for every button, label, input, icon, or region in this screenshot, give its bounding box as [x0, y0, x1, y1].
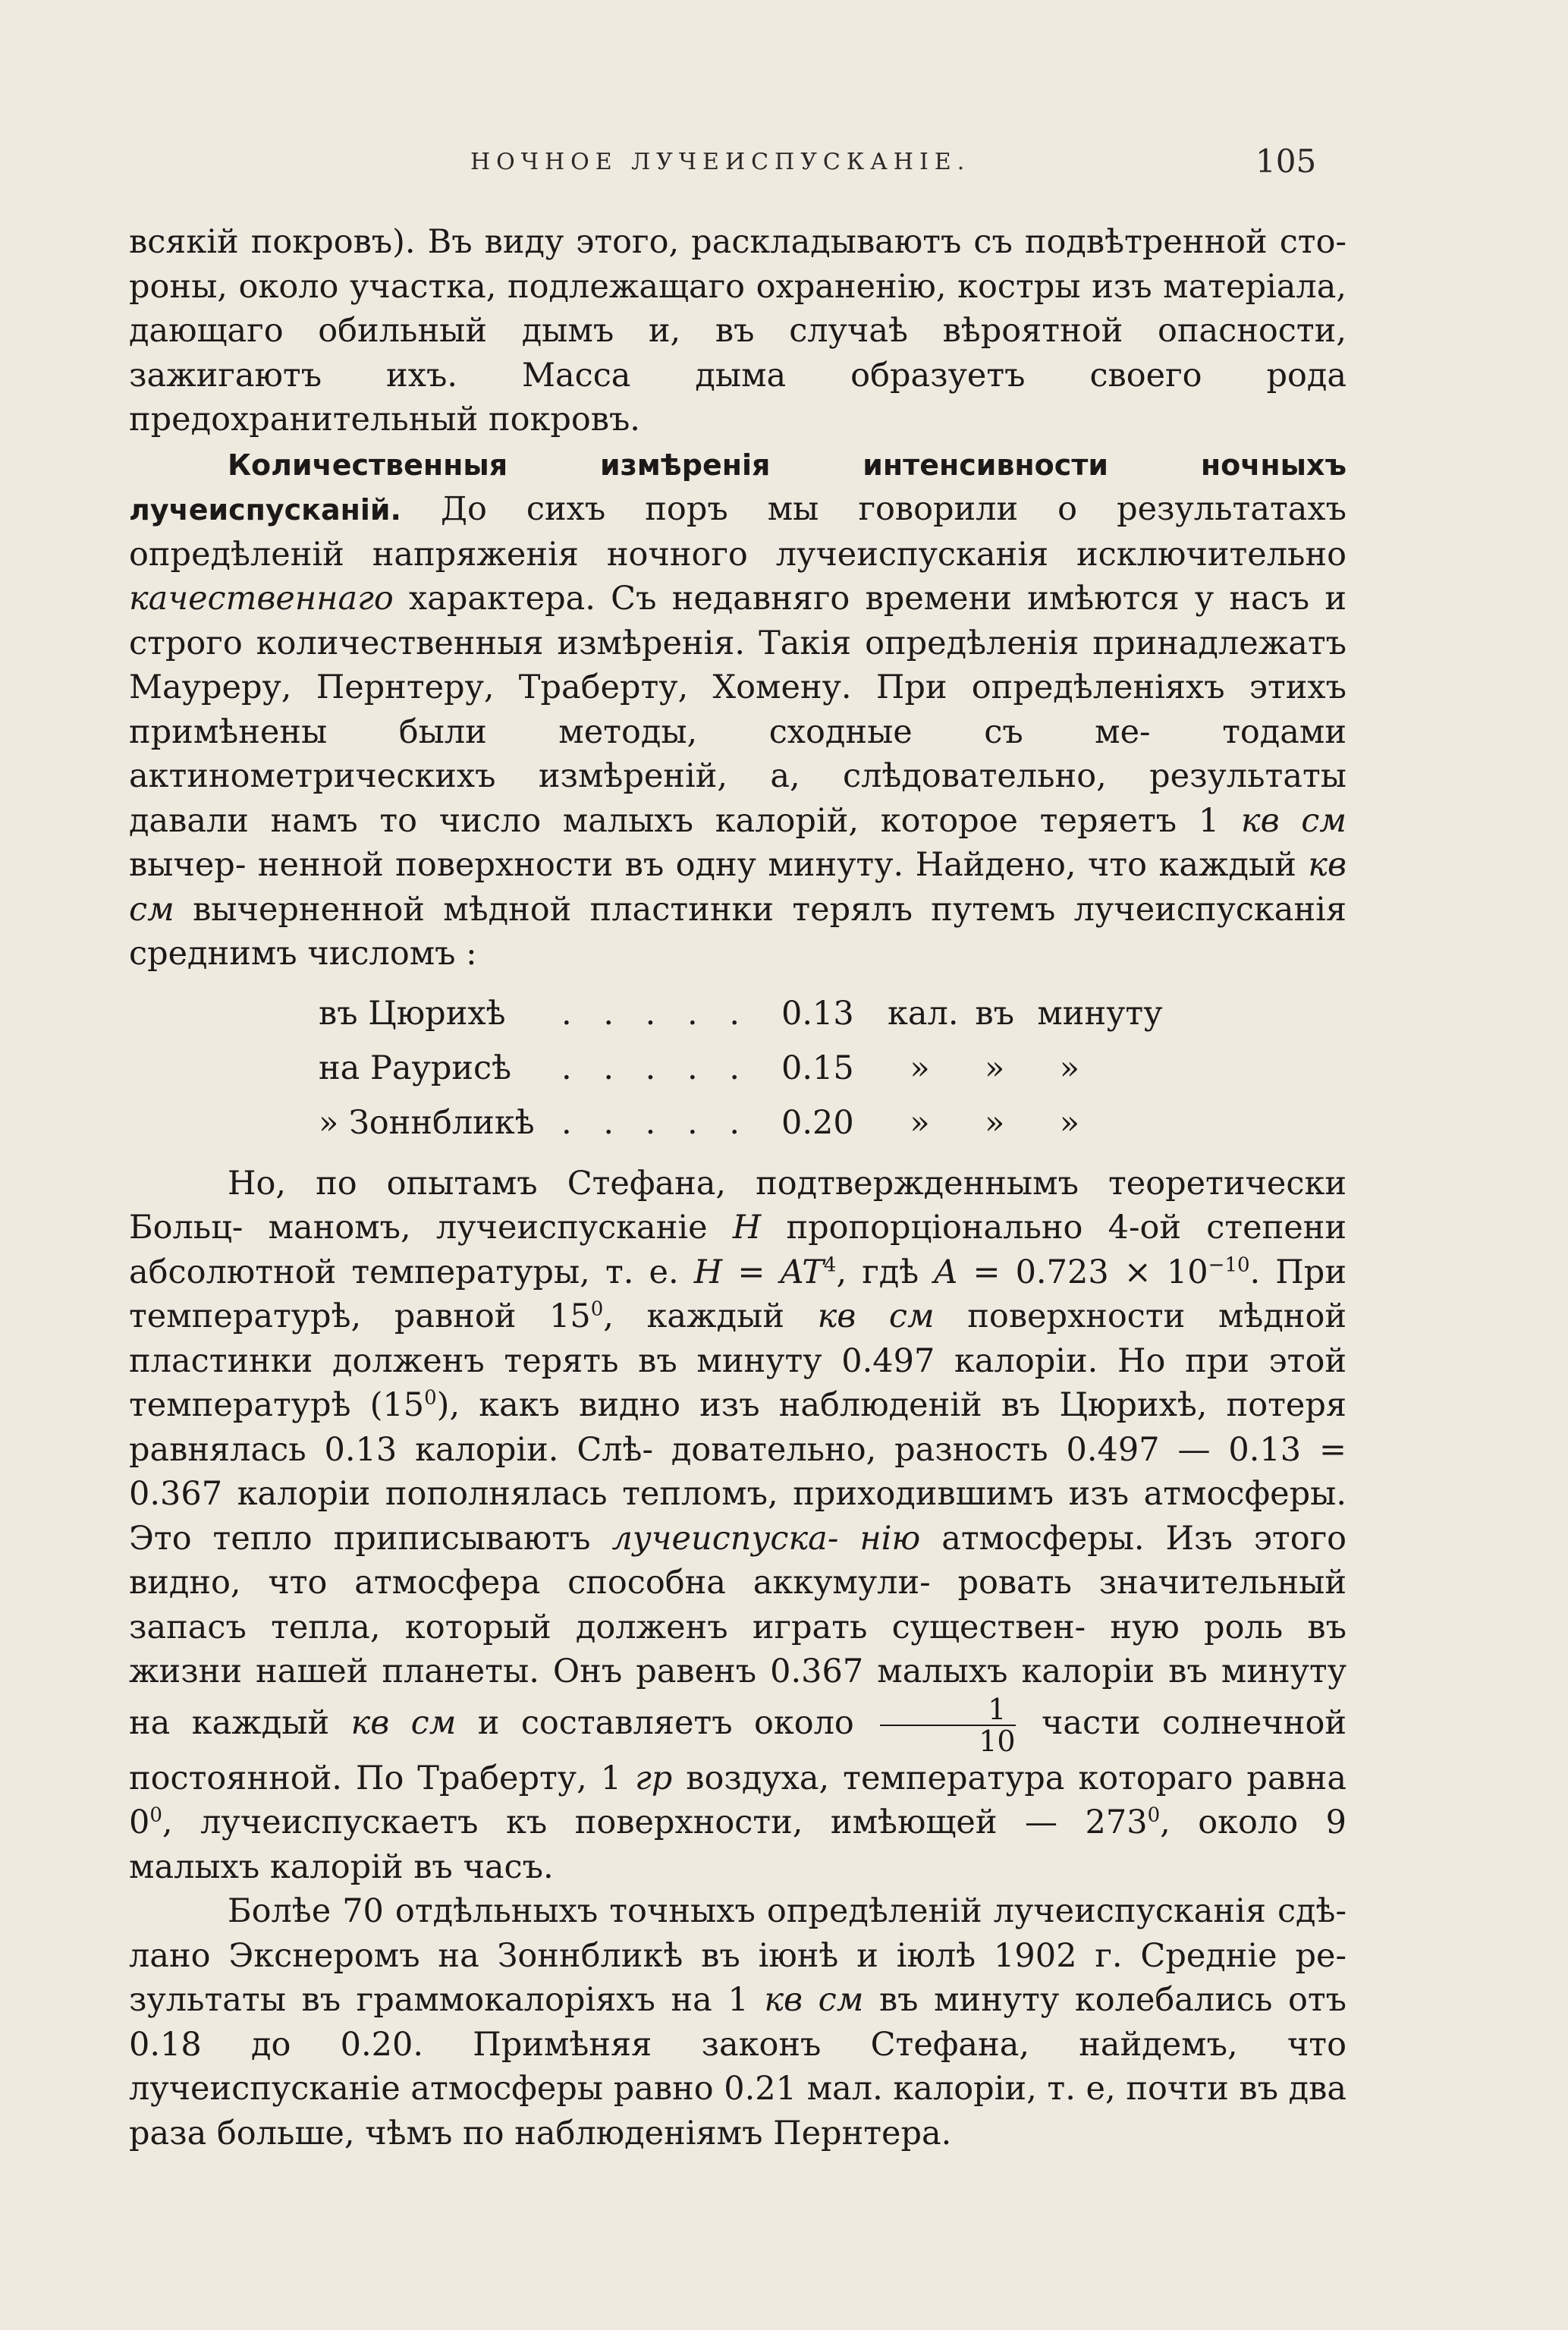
emphasis: качественнаго [129, 580, 394, 618]
text-line: терять въ минуту 0.497 калоріи. Но при этой температурѣ (15 [129, 1341, 1347, 1424]
text-line: пропорціонально 4-ой степени абсолютной [129, 1209, 1347, 1291]
paragraph-4 [129, 1889, 1346, 2155]
text-line: Такія опредѣленія принадлежатъ Мауреру, Пернтеру, Траберту, Хомену. [129, 624, 1347, 706]
text-line: недавняго времени имѣются у насъ и строго количественныя измѣренія. [129, 580, 1346, 662]
text-line: лано Экснеромъ на Зоннбликѣ въ іюнѣ и іюлѣ 1902 г. Средніе ре- [129, 1936, 1346, 1975]
paragraph-2 [129, 442, 1346, 976]
text-line: характера. Съ [393, 580, 657, 618]
text-line: . При температурѣ, [129, 1253, 1346, 1335]
text-line: До сихъ поръ мы говорили о результатахъ опредѣленій напряженія [129, 490, 1346, 574]
text-line: зультаты въ граммокалоріяхъ на 1 [129, 1981, 765, 2019]
text-line: давали намъ то число малыхъ калорій, которое теряетъ 1 [129, 801, 1241, 840]
leader-dots: . . . . . [561, 1104, 751, 1143]
leader-dots: . . . . . [561, 1049, 751, 1088]
text-line: атмосферы. Изъ этого видно, что атмосфера способна аккумули- [129, 1519, 1346, 1602]
symbol: H [732, 1209, 762, 1247]
fraction-denominator: 10 [880, 1725, 1015, 1756]
unit-text [888, 1101, 1138, 1146]
value: 0.20 [781, 1104, 854, 1143]
section-heading: Количественныя измѣренія интенсивности ночныхъ лучеиспусканій. [129, 448, 1346, 527]
text-line: ихъ. Масса дыма образуетъ своего рода предохранительный покровъ. [129, 356, 1346, 439]
formula-value: = 0.723 × 10 [957, 1253, 1208, 1291]
place: » Зоннбликѣ [319, 1104, 535, 1143]
emphasis: лучеиспуска- [611, 1519, 839, 1558]
value: 0.15 [781, 1049, 854, 1088]
text-line: довательно, разность 0.497 — 0.13 = 0.367 калоріи пополнялась тепломъ, [129, 1430, 1347, 1513]
text-line: ненной поверхности въ одну минуту. Найдено, что каждый [257, 846, 1309, 884]
running-title: НОЧНОЕ ЛУЧЕИСПУСКАНІЕ. [470, 149, 971, 175]
table-row [319, 987, 1346, 1042]
unit: кал. [888, 995, 959, 1033]
text-line: калорій въ часъ. [269, 1847, 554, 1886]
per: » [985, 1049, 1005, 1088]
exponent: 4 [823, 1253, 837, 1277]
paragraph-3 [129, 1162, 1346, 1890]
text-line: видно изъ наблюденій въ Цюрихѣ, потеря равнялась 0.13 калоріи. Слѣ- [129, 1386, 1346, 1469]
degree: 0 [424, 1386, 437, 1410]
text-line: числомъ : [307, 935, 477, 973]
per: » [985, 1104, 1005, 1143]
text-line: чѣмъ по наблюденіямъ Пернтера. [365, 2114, 952, 2152]
unit-italic: кв см [1240, 801, 1347, 840]
text-line: вычерненной мѣдной пластинки терялъ путемъ лучеиспусканія среднимъ [129, 890, 1346, 973]
unit-italic: гр [635, 1759, 673, 1797]
value: 0.13 [781, 995, 854, 1033]
text-line: Но, по опытамъ Стефана, подтвержденнымъ теоретически Больц- [129, 1164, 1346, 1247]
degree: 0 [590, 1297, 604, 1321]
text-line: воздуха, температура котораго равна 0 [129, 1759, 1346, 1841]
text-line: и составляетъ около [456, 1703, 876, 1742]
text-line: атмосферы равно 0.21 мал. калоріи, т. е, почти въ два раза больше, [129, 2070, 1346, 2152]
symbol: A [934, 1253, 958, 1291]
formula: H = AT [693, 1253, 824, 1291]
text-line: тодами актинометрическихъ измѣреній, а, слѣдовательно, результаты [129, 712, 1346, 795]
unit-italic: кв см [129, 846, 1347, 929]
text-line: , [162, 1803, 173, 1841]
text-line: приходившимъ изъ атмосферы. Это тепло приписываютъ [129, 1475, 1346, 1558]
per: въ [975, 995, 1014, 1033]
unit: » [910, 1049, 930, 1088]
text-line: , гдѣ [836, 1253, 935, 1291]
text-line: ную роль въ жизни нашей планеты. Онъ равенъ 0.367 малыхъ калоріи [129, 1608, 1347, 1690]
unit-text [888, 992, 1163, 1036]
unit-italic: кв см [350, 1703, 457, 1742]
table-row [319, 1096, 1346, 1151]
unit-italic: кв см [817, 1297, 935, 1335]
text-line: дающаго обильный дымъ и, въ случаѣ вѣроятной опасности, зажигаютъ [129, 312, 1346, 395]
text-line: въ минуту на каждый [129, 1652, 1347, 1742]
text-line: , каждый [603, 1297, 818, 1335]
time: » [1059, 1104, 1079, 1143]
text-line: маномъ, лучеиспусканіе [268, 1209, 733, 1247]
text-line: лучеиспускаетъ къ поверхности, имѣющей — 273 [200, 1803, 1148, 1841]
degree: 0 [149, 1803, 162, 1827]
place: на Раурисѣ [319, 1049, 512, 1088]
measurement-table [319, 987, 1346, 1151]
paragraph-1 [129, 220, 1346, 442]
text-line: При опредѣленіяхъ этихъ примѣнены были методы, сходные съ ме- [129, 668, 1347, 751]
text-line: поверхности мѣдной пластинки долженъ [129, 1297, 1347, 1380]
unit-italic: кв см [764, 1981, 864, 2019]
text-line: Болѣе 70 отдѣльныхъ точныхъ опредѣленій лучеиспусканія сдѣ- [228, 1892, 1346, 1930]
text-line: , около 9 малыхъ [129, 1803, 1347, 1886]
exponent: −10 [1208, 1253, 1250, 1277]
unit: » [910, 1104, 930, 1143]
leader-dots: . . . . . [561, 995, 751, 1033]
fraction-numerator: 1 [988, 1692, 1007, 1726]
text-line: температуры, т. е. [351, 1253, 694, 1291]
text-line: роны, около участка, подлежащаго охраненію, костры изъ матеріала, [129, 267, 1346, 306]
time: » [1059, 1049, 1079, 1088]
text-line: ровать значительный запасъ тепла, который долженъ играть существен- [129, 1564, 1347, 1646]
text-line: вычер- [129, 846, 247, 884]
body-text [129, 220, 1346, 2155]
page-number: 105 [1255, 143, 1317, 180]
place: въ Цюрихѣ [319, 995, 506, 1033]
table-row [319, 1042, 1346, 1096]
text-line: въ минуту колебались отъ [863, 1981, 1347, 2019]
text-line: части солнечной [1020, 1703, 1347, 1742]
text-line: всякій покровъ). Въ виду этого, раскладываютъ съ подвѣтренной сто- [129, 223, 1346, 261]
unit-text [888, 1046, 1138, 1091]
text-line: равной 15 [394, 1297, 591, 1335]
text-line: 0.18 до 0.20. Примѣняя законъ Стефана, найдемъ, что лучеиспусканіе [129, 2025, 1346, 2108]
text-line: ), какъ [436, 1386, 560, 1424]
time: минуту [1037, 995, 1163, 1033]
text-line: ночного лучеиспусканія исключительно [606, 535, 1346, 574]
emphasis: нію [859, 1519, 921, 1558]
degree: 0 [1147, 1803, 1161, 1827]
text-line: постоянной. По Траберту, 1 [129, 1759, 636, 1797]
fraction [880, 1694, 1015, 1756]
